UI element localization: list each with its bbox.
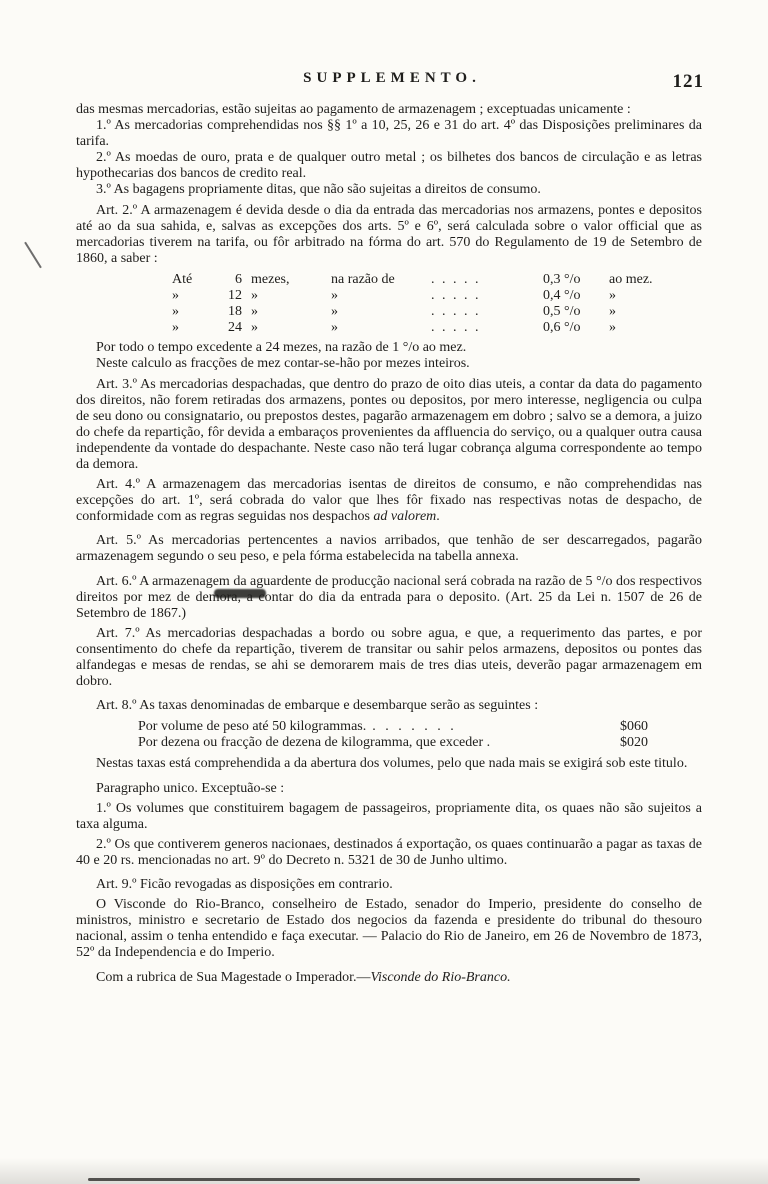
paragraph-article-5: Art. 5.º As mercadorias pertencentes a navios arribados, que tenhão de ser descarregados, pagarão armazenagem segundo o seu peso, e pela fórma estabelecida na tabella annexa. bbox=[76, 533, 702, 565]
rate-cell: 18 bbox=[228, 304, 242, 320]
dot-leader: . . . . . bbox=[431, 304, 481, 320]
rate-cell: » bbox=[331, 304, 338, 320]
dot-leader bbox=[490, 735, 496, 751]
paragraph-intro: das mesmas mercadorias, estão sujeitas ao pagamento de armazenagem ; exceptuadas unicamente : bbox=[76, 102, 631, 117]
rate-cell-unit: » bbox=[609, 288, 616, 304]
paragraph-exception-2: 2.º Os que contiverem generos nacionaes, destinados á exportação, os quaes continuarão a pagar as taxas de 40 e 20 rs. mencionadas no art. 9º do Decreto n. 5321 de 30 de Junho ultimo. bbox=[76, 836, 702, 868]
rate-cell: 12 bbox=[228, 288, 242, 304]
paragraph-article-7: Art. 7.º As mercadorias despachadas a bordo ou sobre agua, e que, a requerimento das partes, e por consentimento do chefe da repartição, tiverem de transitar ou sahir pelos armazens, depositos ou pontes das alfandegas e mesas de rendas, se ahi se demorarem mais de tres dias uteis, deverão pagar armazenagem em dobro. bbox=[76, 625, 702, 690]
paragraph-exception-1: 1.º Os volumes que constituirem bagagem de passageiros, propriamente dita, os quaes não são sujeitos a taxa alguma. bbox=[76, 800, 702, 832]
rate-table-row bbox=[172, 272, 702, 288]
rate-cell: » bbox=[172, 288, 179, 304]
page-header bbox=[76, 70, 708, 96]
rate-cell: » bbox=[172, 320, 179, 336]
rate-table-row bbox=[172, 304, 702, 320]
margin-pencil-mark bbox=[24, 242, 42, 269]
rate-cell: » bbox=[331, 288, 338, 304]
dot-leader: . . . . . bbox=[431, 288, 481, 304]
rate-cell: » bbox=[331, 320, 338, 336]
paragraph-fractions: Neste calculo as fracções de mez contar-se-hão por mezes inteiros. bbox=[96, 356, 470, 372]
paragraph-article-9: Art. 9.º Ficão revogadas as disposições em contrario. bbox=[96, 877, 393, 893]
signature-text: Com a rubrica de Sua Magestade o Imperador.— bbox=[96, 969, 371, 985]
rate-cell-unit: » bbox=[609, 320, 616, 336]
rate-cell-unit: ao mez. bbox=[609, 271, 653, 287]
paragraph-fees-note: Nestas taxas está comprehendida a da abertura dos volumes, pelo que nada mais se exigirá sob este titulo. bbox=[96, 756, 688, 772]
paragraph-item-2: 2.º As moedas de ouro, prata e de qualquer outro metal ; os bilhetes dos bancos de circulação e as letras hypothecarias dos bancos de credito real. bbox=[76, 150, 702, 182]
rate-cell: » bbox=[172, 304, 179, 320]
rate-cell-value: 0,4 °/o bbox=[543, 288, 581, 304]
rate-cell-unit: » bbox=[609, 304, 616, 320]
signature-name: Visconde do Rio-Branco. bbox=[370, 969, 511, 985]
fee-table-row bbox=[138, 735, 702, 751]
page-header-title: SUPPLEMENTO. bbox=[303, 70, 481, 86]
fee-value: $020 bbox=[620, 735, 648, 751]
paragraph-article-3: Art. 3.º As mercadorias despachadas, que dentro do prazo de oito dias uteis, a contar da data do pagamento dos direitos, não forem retiradas dos armazens, pontes ou depositos, por mero interesse, negligencia ou culpa de seu dono ou consignatario, ou prepostos destes, pagarão armazenagem em dobro ; salvo se a demora, a juizo do chefe da repartição, fôr devida a embaraços provenientes da affluencia do serviço, ou a qualquer outra causa independente da vontade do despachante. Neste caso não terá lugar cobrança alguma correspondente ao tempo da demora. bbox=[76, 376, 702, 472]
fee-table-row bbox=[138, 719, 702, 735]
dot-leader: . . . . . bbox=[431, 320, 481, 336]
fee-label: Por volume de peso até 50 kilogrammas. bbox=[138, 719, 367, 735]
dot-leader: . . . . . . . bbox=[372, 719, 457, 735]
paragraph-article-2: Art. 2.º A armazenagem é devida desde o dia da entrada das mercadorias nos armazens, pontes e depositos até ao da sua sahida, e, salvas as excepções dos arts. 5º e 6º, será calculada sobre o valor official que as mercadorias tiverem na tarifa, ou fôr arbitrado na fórma do art. 570 do Regulamento de 19 de Setembro de 1860, a saber : bbox=[76, 202, 702, 266]
document-body bbox=[76, 102, 702, 986]
rate-cell: Até bbox=[172, 271, 193, 287]
rate-cell: » bbox=[251, 320, 258, 336]
fee-label: Por dezena ou fracção de dezena de kilogramma, que exceder . bbox=[138, 735, 491, 751]
paragraph-closing: O Visconde do Rio-Branco, conselheiro de Estado, senador do Imperio, presidente do conselho de ministros, ministro e secretario de Estado dos negocios da fazenda e presidente do tribunal do thesouro nacional, assim o tenha entendido e faça executar. — Palacio do Rio de Janeiro, em 26 de Novembro de 1873, 52º da Independencia e do Imperio. bbox=[76, 897, 702, 961]
article-4-text: Art. 4.º A armazenagem das mercadorias isentas de direitos de consumo, e não comprehendidas nas excepções do art. 1º, será cobrada do valor que lhes fôr fixado nas respectivas notas de despacho, de conformidade com as regras seguidas nos despachos bbox=[76, 477, 702, 525]
page-number: 121 bbox=[672, 71, 704, 92]
paragraph-article-8: Art. 8.º As taxas denominadas de embarque e desembarque serão as seguintes : bbox=[96, 698, 539, 714]
paragraph-paragrapho-unico: Paragrapho unico. Exceptuão-se : bbox=[96, 780, 285, 796]
rate-table-row bbox=[172, 320, 702, 336]
dot-leader: . . . . . bbox=[431, 271, 481, 287]
rate-table-row bbox=[172, 288, 702, 304]
paragraph-article-6: Art. 6.º A armazenagem da aguardente de producção nacional será cobrada na razão de 5 °/o dos respectivos direitos por mez de demora, a contar do dia da entrada para o deposito. (Art. 25 da Lei n. 1507 de 26 de Setembro de 1867.) bbox=[76, 573, 702, 621]
rate-cell: 6 bbox=[235, 271, 242, 287]
embark-fee-table bbox=[138, 719, 702, 751]
rate-cell: 24 bbox=[228, 320, 242, 336]
storage-rate-table bbox=[172, 272, 702, 336]
article-4-latin-term: ad valorem bbox=[373, 509, 437, 525]
rate-cell: mezes, bbox=[251, 271, 290, 287]
scan-edge-artifact bbox=[88, 1178, 640, 1181]
rate-cell-value: 0,6 °/o bbox=[543, 320, 581, 336]
paragraph-excess-rate: Por todo o tempo excedente a 24 mezes, na razão de 1 °/o ao mez. bbox=[96, 340, 467, 356]
fee-value: $060 bbox=[620, 719, 648, 735]
rate-cell-value: 0,3 °/o bbox=[543, 271, 581, 287]
paragraph-item-1: 1.º As mercadorias comprehendidas nos §§ 1º a 10, 25, 26 e 31 do art. 4º das Disposições preliminares da tarifa. bbox=[76, 118, 702, 150]
article-4-period: . bbox=[436, 509, 440, 525]
rate-cell-value: 0,5 °/o bbox=[543, 304, 581, 320]
rate-cell: na razão de bbox=[331, 271, 395, 287]
paragraph-article-4 bbox=[76, 477, 702, 525]
paragraph-signature bbox=[76, 970, 702, 986]
rate-cell: » bbox=[251, 304, 258, 320]
paragraph-item-3: 3.º As bagagens propriamente ditas, que não são sujeitas a direitos de consumo. bbox=[96, 182, 541, 198]
rate-cell: » bbox=[251, 288, 258, 304]
